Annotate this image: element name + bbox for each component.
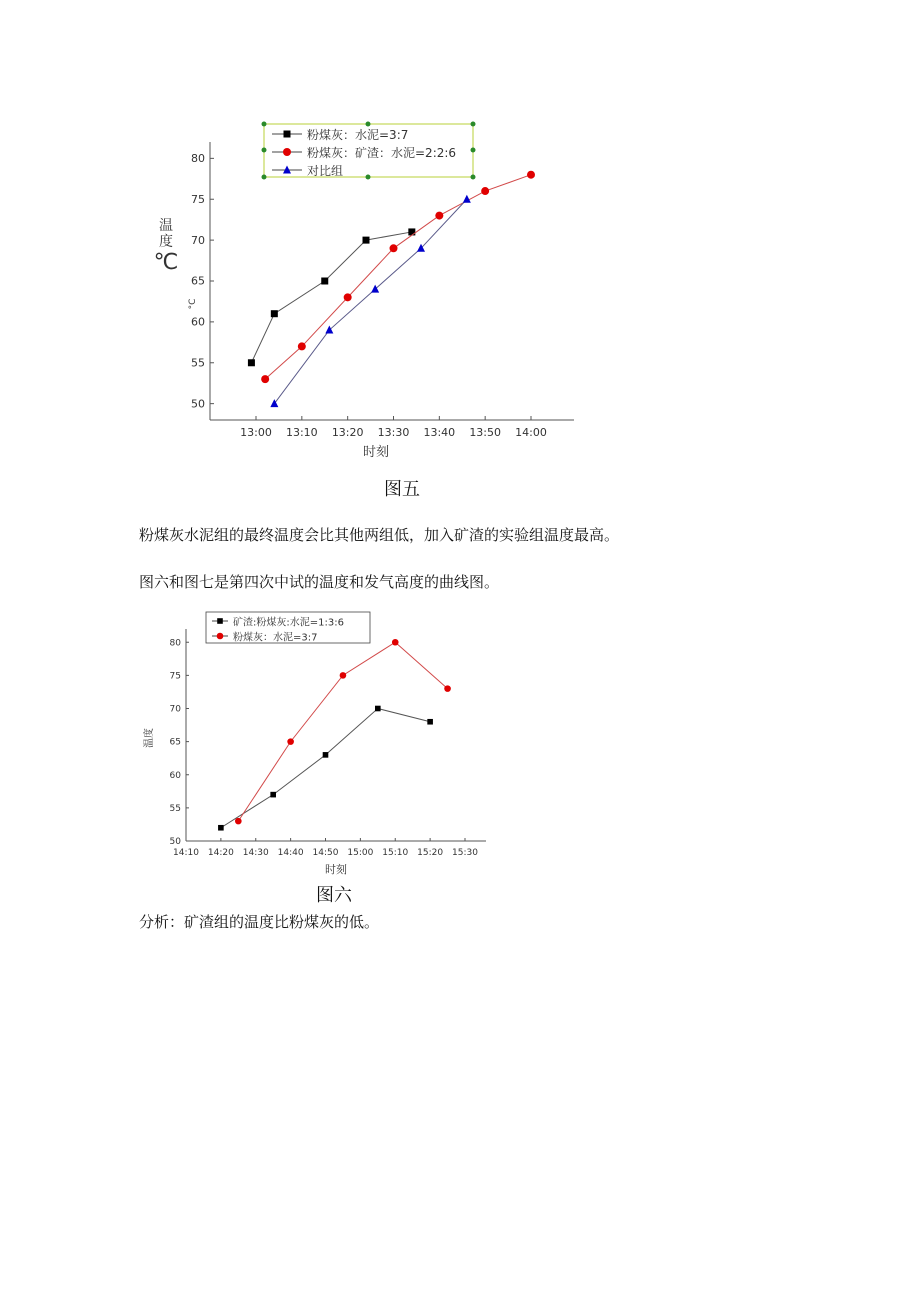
data-point: [235, 818, 242, 825]
data-point: [371, 285, 379, 293]
figure6-chart: [140, 605, 500, 880]
figure5-chart: [150, 112, 590, 482]
x-tick-label: 14:20: [207, 848, 234, 858]
y-tick-label: 55: [191, 356, 205, 370]
series-line: [251, 232, 411, 363]
x-tick-label: 13:20: [331, 426, 364, 439]
x-tick-label: 13:00: [240, 426, 272, 439]
y-tick-label: 60: [191, 315, 205, 329]
data-point: [298, 342, 306, 350]
series-line: [221, 709, 430, 828]
x-tick-label: 15:10: [382, 848, 409, 858]
plot-area: [218, 639, 451, 831]
y-tick-label: 80: [191, 152, 205, 166]
data-point: [463, 195, 471, 203]
data-point: [390, 244, 398, 252]
legend: [272, 127, 456, 178]
data-point: [325, 326, 333, 334]
data-point: [392, 639, 399, 646]
data-point: [375, 706, 381, 712]
legend-marker: [217, 618, 223, 624]
legend-label: 粉煤灰：水泥=3:7: [307, 128, 409, 142]
data-point: [344, 293, 352, 301]
x-tick-label: 14:50: [312, 848, 339, 858]
figure6-caption: 图六: [316, 885, 352, 906]
x-tick-label: 14:00: [515, 426, 547, 439]
data-point: [435, 212, 443, 220]
legend-marker: [283, 148, 291, 156]
y-axis-label: 温度: [144, 728, 155, 748]
data-point: [323, 752, 329, 758]
x-tick-label: 13:50: [469, 426, 502, 439]
data-point: [321, 278, 328, 285]
y-tick-label: 65: [191, 274, 205, 288]
data-point: [340, 672, 347, 679]
x-tick-label: 13:40: [423, 426, 456, 439]
analysis-text: 分析：矿渣组的温度比粉煤灰的低。: [139, 913, 380, 931]
x-tick-label: 15:00: [347, 848, 374, 858]
figure5-caption: 图五: [384, 479, 420, 500]
y-tick-label: 70: [191, 233, 205, 247]
data-point: [218, 825, 224, 831]
x-axis-label: 时刻: [325, 863, 347, 876]
y-tick-label: 70: [169, 704, 181, 715]
data-point: [271, 310, 278, 317]
x-tick-label: 15:30: [452, 848, 478, 858]
y-tick-label: 50: [169, 837, 181, 847]
y-axis-unit: ℃: [153, 250, 179, 275]
y-axis-label-char: 温: [159, 218, 173, 234]
y-axis-label-char: 度: [159, 234, 173, 250]
data-point: [363, 237, 370, 244]
series-line: [238, 642, 447, 821]
y-tick-label: 60: [169, 770, 181, 781]
legend-label: 对比组: [307, 164, 344, 178]
data-point: [408, 228, 415, 235]
paragraph-2: 图六和图七是第四次中试的温度和发气高度的曲线图。: [139, 573, 500, 591]
data-point: [261, 375, 269, 383]
y-tick-label: 80: [169, 638, 181, 649]
x-tick-label: 14:30: [242, 848, 269, 858]
legend-marker: [217, 633, 224, 640]
data-point: [444, 685, 451, 692]
legend-label: 粉煤灰：水泥=3:7: [233, 632, 318, 644]
x-tick-label: 13:10: [285, 426, 318, 439]
data-point: [427, 719, 433, 725]
series-line: [274, 199, 467, 403]
data-point: [248, 359, 255, 366]
y-axis-unit-small: °C: [188, 298, 198, 310]
y-tick-label: 65: [169, 737, 181, 748]
data-point: [527, 171, 535, 179]
axes: [142, 629, 486, 876]
x-tick-label: 14:10: [173, 848, 199, 858]
axes: [154, 142, 574, 460]
y-tick-label: 75: [191, 192, 205, 206]
x-axis-label: 时刻: [362, 445, 390, 460]
data-point: [287, 738, 294, 745]
plot-area: [248, 171, 535, 407]
y-tick-label: 55: [169, 803, 181, 814]
x-tick-label: 14:40: [277, 848, 304, 858]
y-tick-label: 75: [169, 671, 181, 682]
y-tick-label: 50: [191, 397, 205, 411]
legend-label: 矿渣:粉煤灰:水泥=1:3:6: [233, 617, 344, 629]
paragraph-1: 粉煤灰水泥组的最终温度会比其他两组低，加入矿渣的实验组温度最高。: [139, 526, 620, 544]
legend-label: 粉煤灰：矿渣：水泥=2:2:6: [307, 146, 457, 160]
data-point: [270, 792, 276, 798]
x-tick-label: 15:20: [417, 848, 444, 858]
legend-marker: [284, 131, 291, 138]
data-point: [481, 187, 489, 195]
x-tick-label: 13:30: [377, 426, 410, 439]
